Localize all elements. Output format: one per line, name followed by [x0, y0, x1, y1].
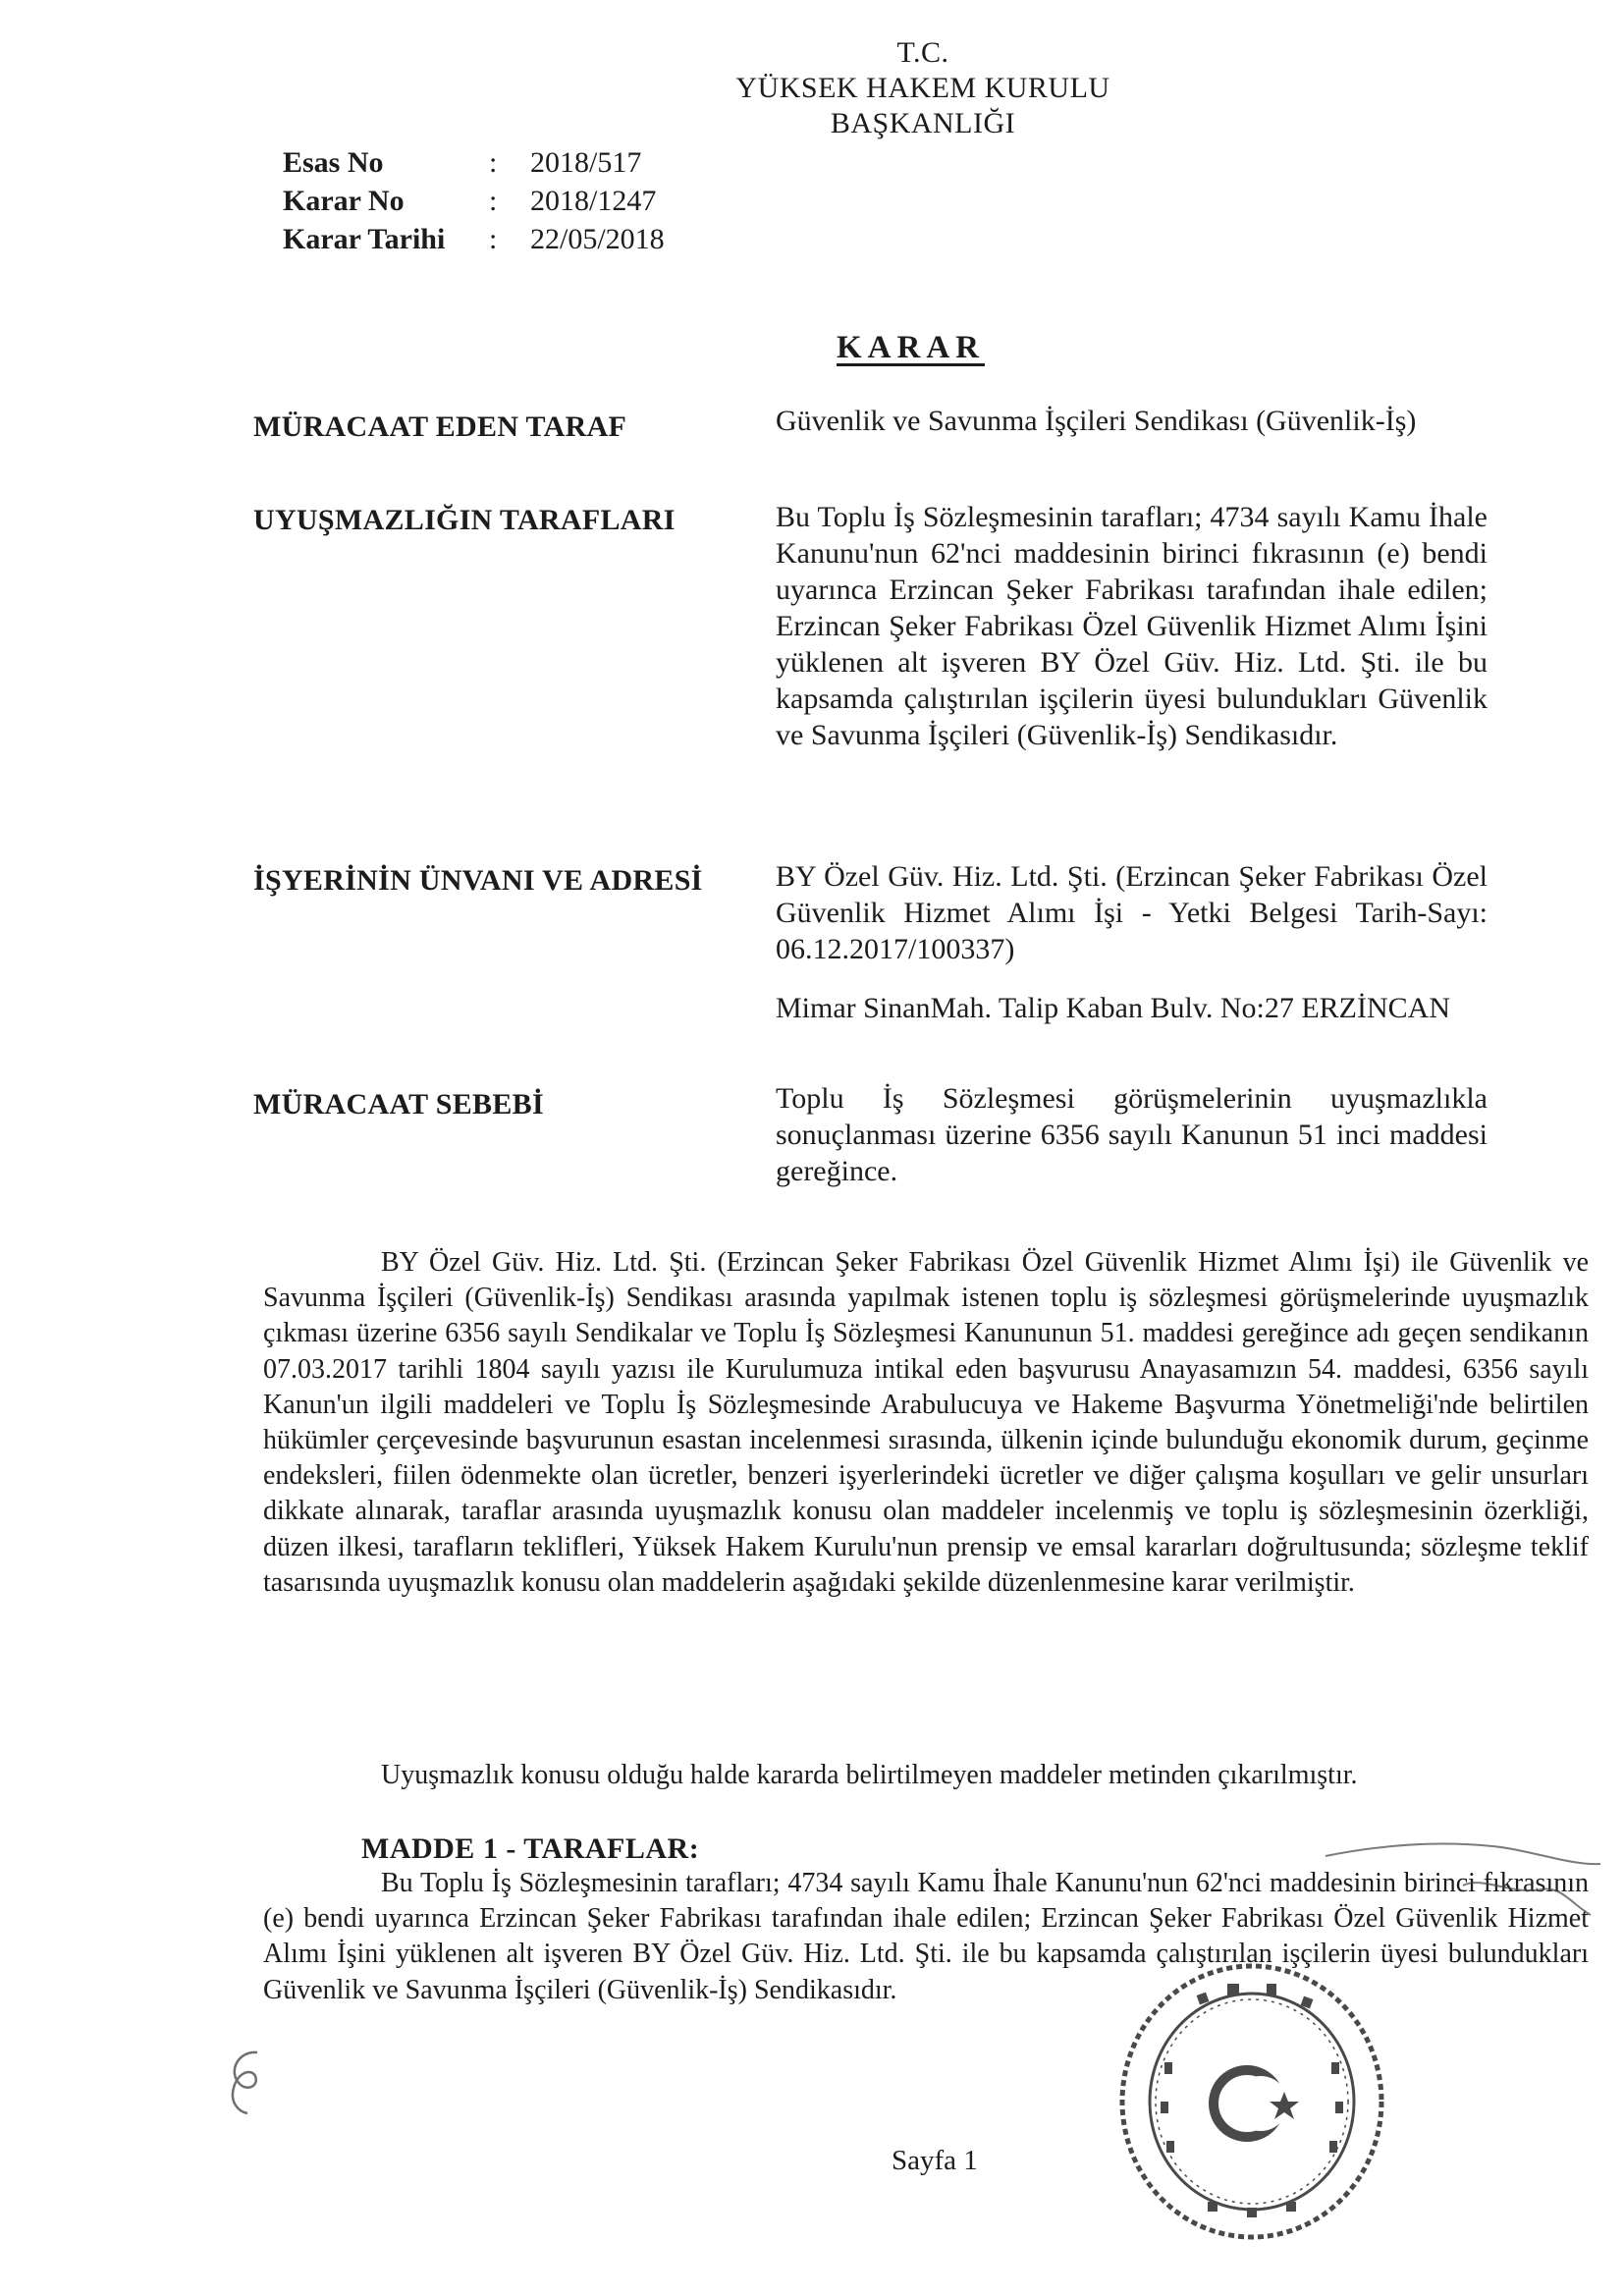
reason-value: Toplu İş Sözleşmesi görüşmelerinin uyuşmazlıkla sonuçlanması üzerine 6356 sayılı Kanunun 51 inci maddesi gereğince.	[776, 1082, 1488, 1187]
karar-tarihi-row	[283, 220, 754, 258]
dispute-parties-label: UYUŞMAZLIĞIN TARAFLARI	[253, 504, 676, 536]
handwritten-mark-icon	[218, 2043, 277, 2121]
meta-sep: :	[489, 223, 498, 255]
header-institution: YÜKSEK HAKEM KURULU	[735, 72, 1110, 104]
meta-value: 22/05/2018	[530, 223, 665, 255]
meta-key: Karar Tarihi	[283, 223, 446, 255]
official-round-seal-icon	[1109, 1954, 1394, 2249]
case-meta	[283, 143, 754, 261]
article-1-text: Bu Toplu İş Sözleşmesinin tarafları; 4734 sayılı Kamu İhale Kanunu'nun 62'nci maddesinin birinci fıkrasının (e) bendi uyarınca Erzincan Şeker Fabrikası tarafından ihale edilen; Erzincan Şeker Fabrikası Özel Güvenlik Hizmet Alımı İşini yüklenen alt işveren BY Özel Güv. Hiz. Ltd. Şti. ile bu kapsamda çalıştırılan işçilerin üyesi bulundukları Güvenlik ve Savunma İşçileri (Güvenlik-İş) Sendikasıdır.	[263, 1868, 1589, 2005]
decision-paragraph: BY Özel Güv. Hiz. Ltd. Şti. (Erzincan Şeker Fabrikası Özel Güvenlik Hizmet Alımı İşi) ile Güvenlik ve Savunma İşçileri (Güvenlik-İş) Sendikası arasında yapılmak istenen toplu iş sözleşmesi görüşmelerinde uyuşmazlık çıkması üzerine 6356 sayılı Sendikalar ve Toplu İş Sözleşmesi Kanununun 51. maddesi gereğince adı geçen sendikanın 07.03.2017 tarihli 1804 sayılı yazısı ile Kurulumuza intikal eden başvurusu Anayasamızın 54. maddesi, 6356 sayılı Kanun'un ilgili maddeleri ve Toplu İş Sözleşmesinde Arabulucuya ve Hakeme Başvurma Yönetmeliği'nde belirtilen hükümler çerçevesinde başvurunun esastan incelenmesi sırasında, ülkenin içinde bulunduğu ekonomik durum, geçinme endeksleri, fiilen ödenmekte olan ücretler, benzeri işyerlerindeki ücretler ve diğer çalışma koşulları ve gelir unsurları dikkate alınarak, taraflar arasında uyuşmazlık konusu olan maddeler incelenmiş ve toplu iş sözleşmesinin özerkliği, düzen ilkesi, tarafların teklifleri, Yüksek Hakem Kurulu'nun prensip ve emsal kararları doğrultusunda; sözleşme teklif tasarısında uyuşmazlık konusu olan maddelerin aşağıdaki şekilde düzenlenmesine karar verilmiştir.	[263, 1247, 1589, 1598]
reason-label: MÜRACAAT SEBEBİ	[253, 1088, 544, 1121]
applicant-value: Güvenlik ve Savunma İşçileri Sendikası (Güvenlik-İş)	[776, 405, 1417, 437]
meta-sep: :	[489, 146, 498, 179]
meta-value: 2018/517	[530, 146, 642, 179]
meta-value: 2018/1247	[530, 185, 657, 217]
signature-icon	[1316, 1827, 1610, 1944]
esas-no-row	[283, 143, 754, 182]
meta-key: Esas No	[283, 146, 384, 179]
decision-title: KARAR	[837, 330, 985, 365]
article-1-title: MADDE 1 - TARAFLAR:	[361, 1832, 700, 1865]
karar-no-row	[283, 182, 754, 220]
workplace-value: BY Özel Güv. Hiz. Ltd. Şti. (Erzincan Şeker Fabrikası Özel Güvenlik Hizmet Alımı İşi - Yetki Belgesi Tarih-Sayı: 06.12.2017/100337)	[776, 860, 1488, 965]
meta-key: Karar No	[283, 185, 405, 217]
workplace-label: İŞYERİNİN ÜNVANI VE ADRESİ	[253, 864, 703, 897]
applicant-label: MÜRACAAT EDEN TARAF	[253, 410, 627, 443]
meta-sep: :	[489, 185, 498, 217]
document-header	[628, 35, 1217, 141]
page-number: Sayfa 1	[892, 2145, 978, 2176]
header-presidency: BAŞKANLIĞI	[830, 107, 1016, 139]
workplace-address: Mimar SinanMah. Talip Kaban Bulv. No:27 ERZİNCAN	[776, 992, 1450, 1024]
dispute-parties-value: Bu Toplu İş Sözleşmesinin tarafları; 4734 sayılı Kamu İhale Kanunu'nun 62'nci maddesinin birinci fıkrasının (e) bendi uyarınca Erzincan Şeker Fabrikası tarafından ihale edilen; Erzincan Şeker Fabrikası Özel Güvenlik Hizmet Alımı İşini yüklenen alt işveren BY Özel Güv. Hiz. Ltd. Şti. ile bu kapsamda çalıştırılan işçilerin üyesi bulundukları Güvenlik ve Savunma İşçileri (Güvenlik-İş) Sendikasıdır.	[776, 501, 1488, 751]
header-tc: T.C.	[896, 36, 949, 69]
removed-articles-note: Uyuşmazlık konusu olduğu halde kararda belirtilmeyen maddeler metinden çıkarılmıştır.	[381, 1760, 1358, 1790]
